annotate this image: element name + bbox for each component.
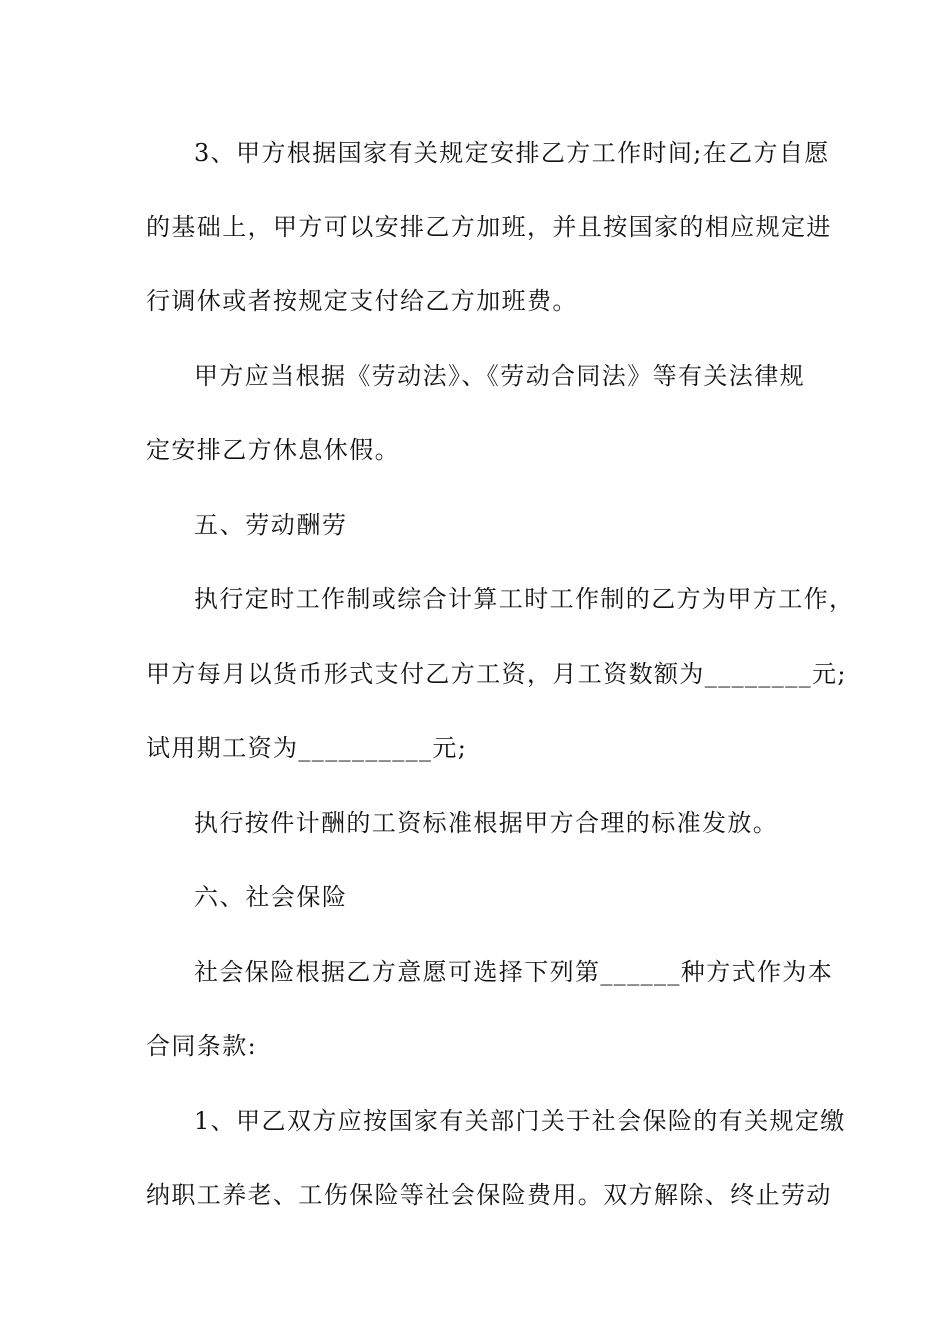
paragraph-work-time-line-3: 行调休或者按规定支付给乙方加班费。 — [146, 287, 578, 315]
paragraph-insurance-line-2: 合同条款: — [146, 1032, 258, 1060]
section-heading-remuneration: 五、劳动酬劳 — [194, 511, 348, 539]
paragraph-salary-line-1: 执行定时工作制或综合计算工时工作制的乙方为甲方工作， — [194, 585, 855, 613]
paragraph-rest-line-2: 定安排乙方休息休假。 — [146, 436, 400, 464]
paragraph-salary-line-2: 甲方每月以货币形式支付乙方工资，月工资数额为________元; — [146, 660, 847, 688]
paragraph-salary-line-3: 试用期工资为__________元; — [146, 734, 468, 762]
paragraph-insurance-line-1: 社会保险根据乙方意愿可选择下列第______种方式作为本 — [194, 958, 834, 986]
paragraph-insurance-item1-line-1: 1、甲乙双方应按国家有关部门关于社会保险的有关规定缴 — [194, 1107, 846, 1135]
section-heading-social-insurance: 六、社会保险 — [194, 883, 348, 911]
paragraph-rest-line-1: 甲方应当根据《劳动法》、《劳动合同法》等有关法律规 — [194, 362, 805, 390]
paragraph-piecework: 执行按件计酬的工资标准根据甲方合理的标准发放。 — [194, 809, 779, 837]
paragraph-work-time-line-2: 的基础上，甲方可以安排乙方加班，并且按国家的相应规定进 — [146, 213, 832, 241]
paragraph-insurance-item1-line-2: 纳职工养老、工伤保险等社会保险费用。双方解除、终止劳动 — [146, 1181, 832, 1209]
paragraph-work-time-line-1: 3、甲方根据国家有关规定安排乙方工作时间;在乙方自愿 — [194, 139, 830, 167]
